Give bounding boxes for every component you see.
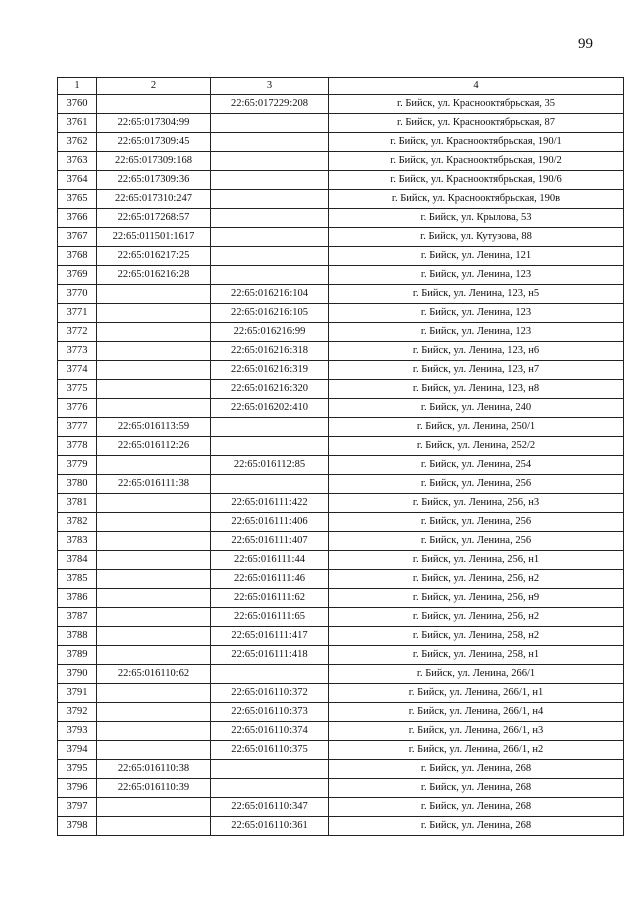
address-cell: г. Бийск, ул. Краснооктябрьская, 190/6 xyxy=(329,171,624,190)
row-number-cell: 3792 xyxy=(58,703,97,722)
address-cell: г. Бийск, ул. Крылова, 53 xyxy=(329,209,624,228)
table-row xyxy=(58,380,624,399)
cadastral-number-land-cell xyxy=(97,323,211,342)
cadastral-number-building-cell xyxy=(211,133,329,152)
address-cell: г. Бийск, ул. Ленина, 266/1 xyxy=(329,665,624,684)
cadastral-number-building-cell xyxy=(211,209,329,228)
cadastral-number-land-cell: 22:65:017310:247 xyxy=(97,190,211,209)
cadastral-number-land-cell xyxy=(97,551,211,570)
address-cell: г. Бийск, ул. Ленина, 268 xyxy=(329,817,624,836)
address-cell: г. Бийск, ул. Ленина, 256 xyxy=(329,475,624,494)
row-number-cell: 3774 xyxy=(58,361,97,380)
cadastral-number-land-cell xyxy=(97,456,211,475)
cadastral-number-building-cell: 22:65:016202:410 xyxy=(211,399,329,418)
cadastral-number-land-cell: 22:65:016110:39 xyxy=(97,779,211,798)
table-row xyxy=(58,152,624,171)
cadastral-number-building-cell: 22:65:016111:422 xyxy=(211,494,329,513)
table-row xyxy=(58,266,624,285)
row-number-cell: 3761 xyxy=(58,114,97,133)
table-row xyxy=(58,665,624,684)
cadastral-number-land-cell xyxy=(97,304,211,323)
table-row xyxy=(58,570,624,589)
row-number-cell: 3794 xyxy=(58,741,97,760)
table-row xyxy=(58,817,624,836)
table-row xyxy=(58,741,624,760)
cadastral-number-building-cell: 22:65:017229:208 xyxy=(211,95,329,114)
cadastral-number-land-cell xyxy=(97,399,211,418)
registry-table xyxy=(57,77,624,836)
address-cell: г. Бийск, ул. Краснооктябрьская, 190в xyxy=(329,190,624,209)
cadastral-number-building-cell xyxy=(211,779,329,798)
table-row xyxy=(58,190,624,209)
address-cell: г. Бийск, ул. Ленина, 268 xyxy=(329,760,624,779)
row-number-cell: 3767 xyxy=(58,228,97,247)
table-row xyxy=(58,437,624,456)
row-number-cell: 3771 xyxy=(58,304,97,323)
cadastral-number-land-cell xyxy=(97,627,211,646)
cadastral-number-land-cell xyxy=(97,646,211,665)
table-row xyxy=(58,760,624,779)
cadastral-number-land-cell xyxy=(97,608,211,627)
table-row xyxy=(58,779,624,798)
row-number-cell: 3795 xyxy=(58,760,97,779)
row-number-cell: 3788 xyxy=(58,627,97,646)
cadastral-number-land-cell xyxy=(97,513,211,532)
address-cell: г. Бийск, ул. Ленина, 258, н1 xyxy=(329,646,624,665)
table-row xyxy=(58,418,624,437)
row-number-cell: 3777 xyxy=(58,418,97,437)
row-number-cell: 3776 xyxy=(58,399,97,418)
cadastral-number-land-cell: 22:65:017268:57 xyxy=(97,209,211,228)
table-row xyxy=(58,475,624,494)
address-cell: г. Бийск, ул. Ленина, 123 xyxy=(329,304,624,323)
cadastral-number-building-cell: 22:65:016111:62 xyxy=(211,589,329,608)
table-row xyxy=(58,171,624,190)
row-number-cell: 3789 xyxy=(58,646,97,665)
table-row xyxy=(58,646,624,665)
column-header-3: 3 xyxy=(211,78,329,95)
table-row xyxy=(58,532,624,551)
address-cell: г. Бийск, ул. Ленина, 123, н5 xyxy=(329,285,624,304)
address-cell: г. Бийск, ул. Ленина, 268 xyxy=(329,779,624,798)
address-cell: г. Бийск, ул. Ленина, 256, н1 xyxy=(329,551,624,570)
address-cell: г. Бийск, ул. Ленина, 123 xyxy=(329,266,624,285)
row-number-cell: 3778 xyxy=(58,437,97,456)
cadastral-number-building-cell xyxy=(211,247,329,266)
row-number-cell: 3772 xyxy=(58,323,97,342)
cadastral-number-land-cell xyxy=(97,95,211,114)
cadastral-number-land-cell xyxy=(97,722,211,741)
address-cell: г. Бийск, ул. Ленина, 256, н9 xyxy=(329,589,624,608)
table-row xyxy=(58,551,624,570)
cadastral-number-land-cell xyxy=(97,380,211,399)
table-row xyxy=(58,798,624,817)
cadastral-number-land-cell: 22:65:017309:168 xyxy=(97,152,211,171)
cadastral-number-building-cell: 22:65:016110:347 xyxy=(211,798,329,817)
cadastral-number-building-cell xyxy=(211,228,329,247)
row-number-cell: 3786 xyxy=(58,589,97,608)
cadastral-number-building-cell: 22:65:016216:318 xyxy=(211,342,329,361)
row-number-cell: 3785 xyxy=(58,570,97,589)
cadastral-number-building-cell xyxy=(211,114,329,133)
cadastral-number-land-cell xyxy=(97,494,211,513)
row-number-cell: 3763 xyxy=(58,152,97,171)
cadastral-number-land-cell: 22:65:011501:1617 xyxy=(97,228,211,247)
cadastral-number-building-cell xyxy=(211,475,329,494)
table-row xyxy=(58,228,624,247)
table-row xyxy=(58,342,624,361)
cadastral-number-land-cell: 22:65:016217:25 xyxy=(97,247,211,266)
cadastral-number-building-cell xyxy=(211,760,329,779)
table-row xyxy=(58,684,624,703)
row-number-cell: 3796 xyxy=(58,779,97,798)
table-row xyxy=(58,304,624,323)
cadastral-number-building-cell: 22:65:016111:46 xyxy=(211,570,329,589)
table-row xyxy=(58,209,624,228)
cadastral-number-building-cell: 22:65:016111:44 xyxy=(211,551,329,570)
cadastral-number-land-cell xyxy=(97,703,211,722)
table-row xyxy=(58,722,624,741)
address-cell: г. Бийск, ул. Ленина, 266/1, н3 xyxy=(329,722,624,741)
address-cell: г. Бийск, ул. Краснооктябрьская, 190/1 xyxy=(329,133,624,152)
table-row xyxy=(58,608,624,627)
cadastral-number-land-cell: 22:65:016216:28 xyxy=(97,266,211,285)
row-number-cell: 3770 xyxy=(58,285,97,304)
table-row xyxy=(58,323,624,342)
cadastral-number-building-cell xyxy=(211,266,329,285)
row-number-cell: 3781 xyxy=(58,494,97,513)
row-number-cell: 3790 xyxy=(58,665,97,684)
row-number-cell: 3764 xyxy=(58,171,97,190)
column-header-4: 4 xyxy=(329,78,624,95)
address-cell: г. Бийск, ул. Ленина, 121 xyxy=(329,247,624,266)
row-number-cell: 3769 xyxy=(58,266,97,285)
cadastral-number-building-cell xyxy=(211,665,329,684)
address-cell: г. Бийск, ул. Ленина, 266/1, н2 xyxy=(329,741,624,760)
table-row xyxy=(58,114,624,133)
cadastral-number-building-cell: 22:65:016110:373 xyxy=(211,703,329,722)
address-cell: г. Бийск, ул. Ленина, 250/1 xyxy=(329,418,624,437)
table-row xyxy=(58,494,624,513)
cadastral-number-building-cell: 22:65:016111:418 xyxy=(211,646,329,665)
address-cell: г. Бийск, ул. Ленина, 256, н3 xyxy=(329,494,624,513)
cadastral-number-building-cell xyxy=(211,437,329,456)
row-number-cell: 3773 xyxy=(58,342,97,361)
address-cell: г. Бийск, ул. Краснооктябрьская, 87 xyxy=(329,114,624,133)
column-header-1: 1 xyxy=(58,78,97,95)
cadastral-number-land-cell xyxy=(97,589,211,608)
address-cell: г. Бийск, ул. Ленина, 123, н7 xyxy=(329,361,624,380)
cadastral-number-land-cell xyxy=(97,532,211,551)
cadastral-number-land-cell xyxy=(97,361,211,380)
row-number-cell: 3768 xyxy=(58,247,97,266)
cadastral-number-land-cell xyxy=(97,817,211,836)
address-cell: г. Бийск, ул. Ленина, 268 xyxy=(329,798,624,817)
cadastral-number-land-cell: 22:65:016111:38 xyxy=(97,475,211,494)
row-number-cell: 3791 xyxy=(58,684,97,703)
address-cell: г. Бийск, ул. Ленина, 258, н2 xyxy=(329,627,624,646)
row-number-cell: 3793 xyxy=(58,722,97,741)
cadastral-number-land-cell xyxy=(97,798,211,817)
cadastral-number-land-cell xyxy=(97,570,211,589)
cadastral-number-land-cell xyxy=(97,342,211,361)
table-header-row xyxy=(58,78,624,95)
cadastral-number-building-cell: 22:65:016216:99 xyxy=(211,323,329,342)
address-cell: г. Бийск, ул. Ленина, 256, н2 xyxy=(329,608,624,627)
address-cell: г. Бийск, ул. Ленина, 256, н2 xyxy=(329,570,624,589)
address-cell: г. Бийск, ул. Краснооктябрьская, 35 xyxy=(329,95,624,114)
cadastral-number-building-cell xyxy=(211,171,329,190)
cadastral-number-land-cell: 22:65:017309:36 xyxy=(97,171,211,190)
cadastral-number-building-cell: 22:65:016112:85 xyxy=(211,456,329,475)
table-row xyxy=(58,133,624,152)
cadastral-number-building-cell: 22:65:016216:105 xyxy=(211,304,329,323)
table-row xyxy=(58,456,624,475)
table-row xyxy=(58,95,624,114)
table-row xyxy=(58,361,624,380)
row-number-cell: 3762 xyxy=(58,133,97,152)
cadastral-number-building-cell: 22:65:016110:372 xyxy=(211,684,329,703)
cadastral-number-land-cell xyxy=(97,741,211,760)
row-number-cell: 3783 xyxy=(58,532,97,551)
cadastral-number-building-cell: 22:65:016216:104 xyxy=(211,285,329,304)
address-cell: г. Бийск, ул. Ленина, 123 xyxy=(329,323,624,342)
cadastral-number-land-cell xyxy=(97,684,211,703)
cadastral-number-building-cell xyxy=(211,152,329,171)
cadastral-number-land-cell: 22:65:016112:26 xyxy=(97,437,211,456)
address-cell: г. Бийск, ул. Ленина, 252/2 xyxy=(329,437,624,456)
row-number-cell: 3760 xyxy=(58,95,97,114)
row-number-cell: 3784 xyxy=(58,551,97,570)
table-row xyxy=(58,285,624,304)
cadastral-number-building-cell: 22:65:016216:319 xyxy=(211,361,329,380)
cadastral-number-building-cell xyxy=(211,418,329,437)
row-number-cell: 3779 xyxy=(58,456,97,475)
table-row xyxy=(58,589,624,608)
address-cell: г. Бийск, ул. Ленина, 254 xyxy=(329,456,624,475)
cadastral-number-land-cell: 22:65:017309:45 xyxy=(97,133,211,152)
row-number-cell: 3798 xyxy=(58,817,97,836)
row-number-cell: 3775 xyxy=(58,380,97,399)
address-cell: г. Бийск, ул. Ленина, 256 xyxy=(329,513,624,532)
address-cell: г. Бийск, ул. Краснооктябрьская, 190/2 xyxy=(329,152,624,171)
cadastral-number-building-cell: 22:65:016111:417 xyxy=(211,627,329,646)
row-number-cell: 3766 xyxy=(58,209,97,228)
cadastral-number-building-cell xyxy=(211,190,329,209)
cadastral-number-land-cell: 22:65:016110:62 xyxy=(97,665,211,684)
cadastral-number-land-cell: 22:65:017304:99 xyxy=(97,114,211,133)
row-number-cell: 3780 xyxy=(58,475,97,494)
row-number-cell: 3787 xyxy=(58,608,97,627)
cadastral-number-building-cell: 22:65:016111:65 xyxy=(211,608,329,627)
address-cell: г. Бийск, ул. Ленина, 256 xyxy=(329,532,624,551)
table-row xyxy=(58,703,624,722)
address-cell: г. Бийск, ул. Ленина, 266/1, н4 xyxy=(329,703,624,722)
column-header-2: 2 xyxy=(97,78,211,95)
address-cell: г. Бийск, ул. Ленина, 123, н8 xyxy=(329,380,624,399)
row-number-cell: 3797 xyxy=(58,798,97,817)
cadastral-number-building-cell: 22:65:016216:320 xyxy=(211,380,329,399)
address-cell: г. Бийск, ул. Ленина, 240 xyxy=(329,399,624,418)
table-row xyxy=(58,399,624,418)
page-number: 99 xyxy=(578,36,593,52)
address-cell: г. Бийск, ул. Ленина, 123, н6 xyxy=(329,342,624,361)
row-number-cell: 3765 xyxy=(58,190,97,209)
cadastral-number-building-cell: 22:65:016111:407 xyxy=(211,532,329,551)
cadastral-number-building-cell: 22:65:016110:361 xyxy=(211,817,329,836)
address-cell: г. Бийск, ул. Кутузова, 88 xyxy=(329,228,624,247)
address-cell: г. Бийск, ул. Ленина, 266/1, н1 xyxy=(329,684,624,703)
row-number-cell: 3782 xyxy=(58,513,97,532)
cadastral-number-land-cell: 22:65:016110:38 xyxy=(97,760,211,779)
table-row xyxy=(58,513,624,532)
table-row xyxy=(58,247,624,266)
table-body xyxy=(58,95,624,836)
cadastral-number-building-cell: 22:65:016110:375 xyxy=(211,741,329,760)
cadastral-number-land-cell xyxy=(97,285,211,304)
table-row xyxy=(58,627,624,646)
cadastral-number-building-cell: 22:65:016111:406 xyxy=(211,513,329,532)
cadastral-number-land-cell: 22:65:016113:59 xyxy=(97,418,211,437)
cadastral-number-building-cell: 22:65:016110:374 xyxy=(211,722,329,741)
